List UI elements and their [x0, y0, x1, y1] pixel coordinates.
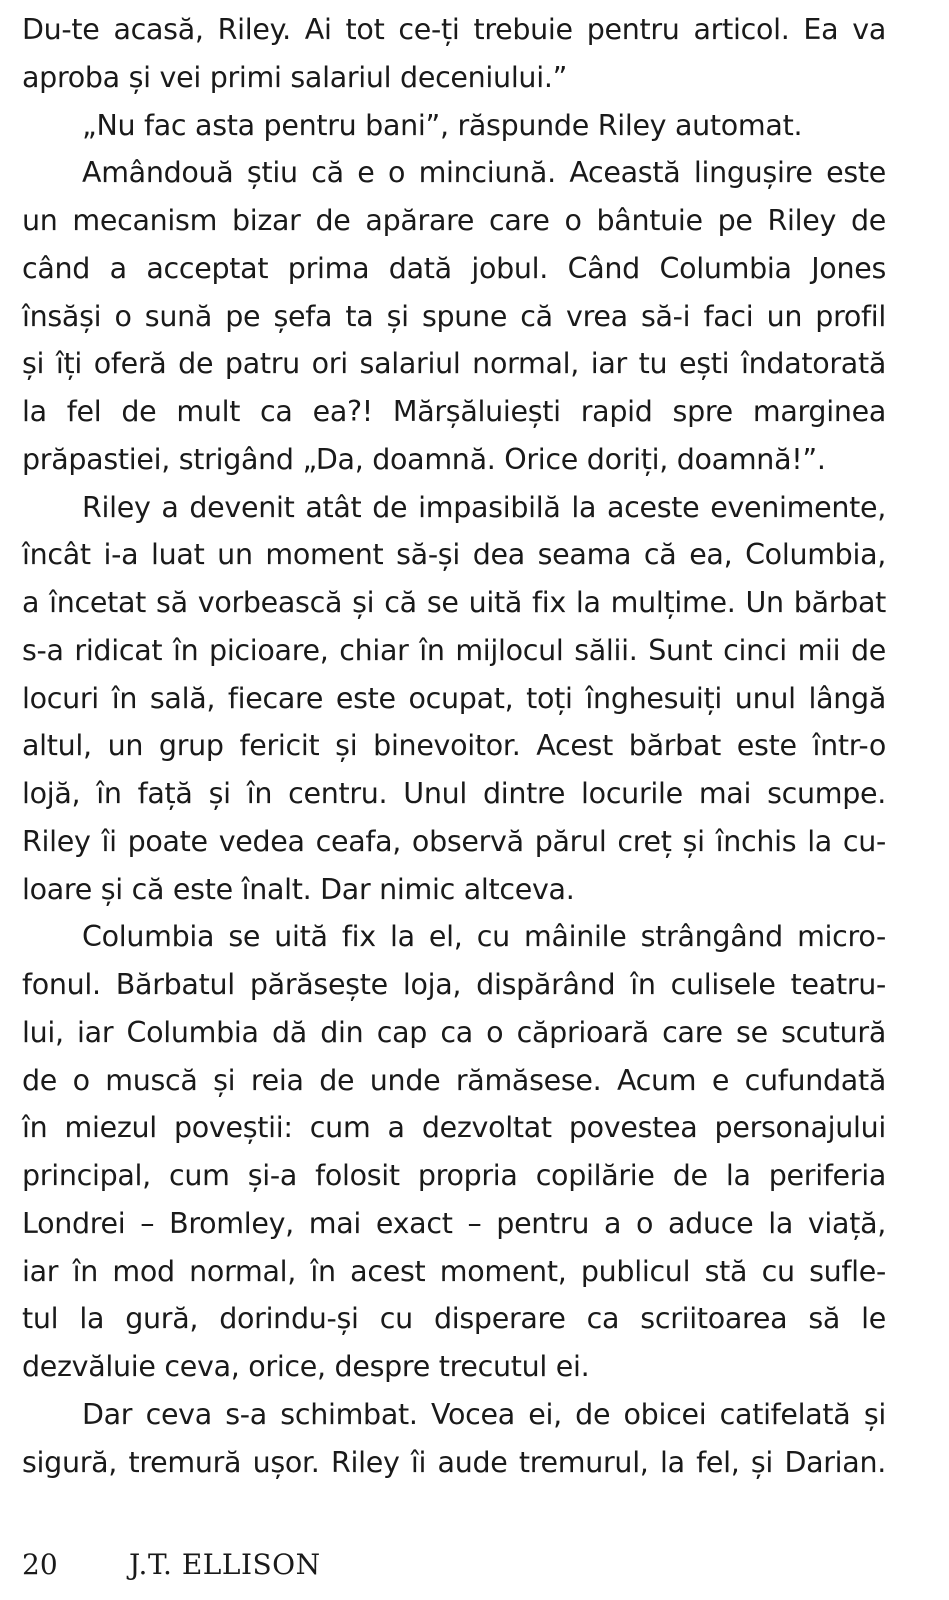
body-text: [22, 6, 886, 1486]
text-line: Dar ceva s-a schimbat. Vocea ei, de obicei catifelată și: [82, 1397, 886, 1431]
text-line: când a acceptat prima dată jobul. Când Columbia Jones: [22, 251, 886, 285]
text-line: Riley îi poate vedea ceafa, observă părul creț și închis la cu-: [22, 824, 886, 858]
text-line: Columbia se uită fix la el, cu mâinile strângând micro-: [82, 920, 886, 954]
text-line: lui, iar Columbia dă din cap ca o căprioară care se scutură: [22, 1015, 886, 1049]
running-head-author: J.T. ELLISON: [129, 1548, 321, 1581]
text-line: prăpastiei, strigând „Da, doamnă. Orice doriți, doamnă!”.: [22, 442, 826, 476]
text-line: aproba și vei primi salariul deceniului.”: [22, 60, 568, 94]
text-line: de o muscă și reia de unde rămăsese. Acum e cufundată: [22, 1063, 886, 1097]
text-line: loare și că este înalt. Dar nimic altceva.: [22, 872, 575, 906]
text-line: locuri în sală, fiecare este ocupat, toți înghesuiți unul lângă: [22, 681, 886, 715]
text-line: iar în mod normal, în acest moment, publicul stă cu sufle-: [22, 1254, 886, 1288]
text-line: lojă, în față și în centru. Unul dintre locurile mai scumpe.: [22, 777, 886, 810]
text-line: principal, cum și-a folosit propria copilărie de la periferia: [22, 1159, 886, 1192]
text-line: însăși o sună pe șefa ta și spune că vrea să-i faci un profil: [22, 299, 886, 333]
text-line: un mecanism bizar de apărare care o bântuie pe Riley de: [22, 204, 886, 237]
text-line: dezvăluie ceva, orice, despre trecutul ei.: [22, 1350, 590, 1383]
text-line: Du-te acasă, Riley. Ai tot ce-ți trebuie pentru articol. Ea va: [22, 13, 886, 46]
text-line: încât i-a luat un moment să-și dea seama că ea, Columbia,: [22, 538, 886, 572]
text-line: Amândouă știu că e o minciună. Această lingușire este: [82, 156, 886, 190]
text-line: sigură, tremură ușor. Riley îi aude tremurul, la fel, și Darian.: [22, 1445, 886, 1479]
page-number: 20: [22, 1548, 58, 1581]
text-line: altul, un grup fericit și binevoitor. Acest bărbat este într-o: [22, 729, 886, 763]
text-line: Riley a devenit atât de impasibilă la aceste evenimente,: [82, 490, 886, 524]
text-line: „Nu fac asta pentru bani”, răspunde Riley automat.: [82, 108, 803, 142]
text-line: tul la gură, dorindu-și cu disperare ca scriitoarea să le: [22, 1302, 886, 1336]
text-line: Londrei – Bromley, mai exact – pentru a o aduce la viață,: [22, 1206, 886, 1240]
text-line: s-a ridicat în picioare, chiar în mijlocul sălii. Sunt cinci mii de: [22, 633, 886, 667]
text-line: fonul. Bărbatul părăsește loja, dispărând în culisele teatru-: [22, 968, 886, 1001]
text-line: în miezul poveștii: cum a dezvoltat povestea personajului: [22, 1111, 886, 1145]
text-line: la fel de mult ca ea?! Mărșăluiești rapid spre marginea: [22, 395, 886, 428]
text-line: a încetat să vorbească și că se uită fix la mulțime. Un bărbat: [22, 586, 886, 619]
page-footer: [22, 1548, 321, 1581]
text-line: și îți oferă de patru ori salariul normal, iar tu ești îndatorată: [22, 347, 886, 381]
